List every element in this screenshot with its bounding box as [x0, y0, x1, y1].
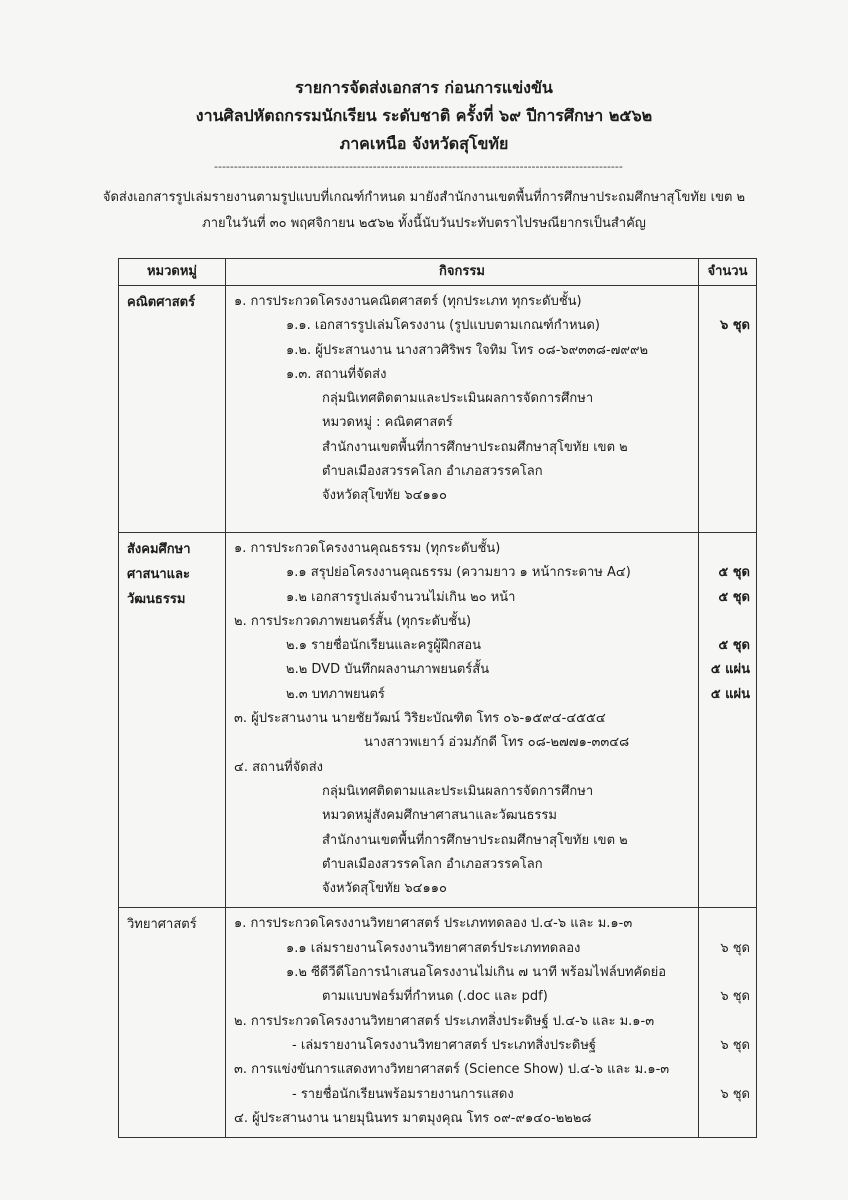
quantity-value: ๖ ชุด [719, 318, 750, 334]
document-title [0, 74, 848, 158]
quantity-value: ๖ ชุด [720, 1037, 750, 1053]
header-activity: กิจกรรม [226, 259, 699, 286]
activity-line: ๑.๒. ผู้ประสานงาน นางสาวศิริพร ใจทิม โทร ๐๘-๖๙๓๓๘-๗๙๙๒ [286, 342, 649, 358]
activity-line: ๔. สถานที่จัดส่ง [234, 759, 324, 775]
activity-line: ๒.๒ DVD บันทึกผลงานภาพยนตร์สั้น [286, 662, 490, 678]
separator-line: ------------------------------------------------------------------------------------------------------- [214, 160, 623, 173]
activity-line: ๒.๑ รายชื่อนักเรียนและครูผู้ฝึกสอน [286, 638, 482, 654]
quantity-cell [699, 286, 757, 533]
title-line-3: ภาคเหนือ จังหวัดสุโขทัย [339, 134, 509, 153]
activity-line: ๑.๓. สถานที่จัดส่ง [286, 366, 387, 382]
activity-line: จังหวัดสุโขทัย ๖๔๑๑๐ [322, 881, 447, 897]
quantity-value: ๖ ชุด [720, 989, 750, 1005]
quantity-value [699, 853, 756, 877]
activity-line: ตามแบบฟอร์มที่กำหนด (.doc และ pdf) [322, 989, 548, 1005]
activity-line: ๓. การแข่งขันการแสดงทางวิทยาศาสตร์ (Science Show) ป.๔-๖ และ ม.๑-๓ [234, 1062, 670, 1078]
delivery-table [118, 258, 757, 1138]
quantity-value [699, 363, 756, 387]
quantity-value: ๕ ชุด [718, 638, 750, 654]
title-line-2: งานศิลปหัตถกรรมนักเรียน ระดับชาติ ครั้งที่ ๖๙ ปีการศึกษา ๒๕๖๒ [195, 106, 653, 125]
table-row [119, 908, 757, 1138]
quantity-value [699, 537, 756, 561]
activity-line: ๑.๒ เอกสารรูปเล่มจำนวนไม่เกิน ๒๐ หน้า [286, 589, 516, 605]
quantity-value: ๕ แผ่น [710, 686, 750, 702]
quantity-value [699, 411, 756, 435]
category-label: ศาสนาและ [127, 567, 191, 582]
activity-cell [226, 908, 699, 1138]
quantity-value [699, 804, 756, 828]
category-label: วิทยาศาสตร์ [127, 917, 197, 933]
quantity-value [699, 484, 756, 508]
intro-line-1: จัดส่งเอกสารรูปเล่มรายงานตามรูปแบบที่เกณฑ์กำหนด มายังสำนักงานเขตพื้นที่การศึกษาประถมศึกษาสุโขทัย เขต ๒ [102, 190, 746, 205]
quantity-value: ๖ ชุด [720, 940, 750, 956]
quantity-value [699, 756, 756, 780]
category-cell [119, 908, 226, 1138]
quantity-value [699, 610, 756, 634]
table-header-row [119, 259, 757, 286]
activity-line: สำนักงานเขตพื้นที่การศึกษาประถมศึกษาสุโขทัย เขต ๒ [322, 832, 628, 848]
quantity-value [699, 436, 756, 460]
table-row [119, 533, 757, 908]
activity-line: - เล่มรายงานโครงงานวิทยาศาสตร์ ประเภทสิ่งประดิษฐ์ [292, 1037, 597, 1053]
activity-line: ตำบลเมืองสวรรคโลก อำเภอสวรรคโลก [322, 856, 543, 872]
activity-line: ๑.๒ ซีดีวีดีโอการนำเสนอโครงงานไม่เกิน ๗ นาที พร้อมไฟล์บทคัดย่อ [286, 965, 667, 981]
category-cell [119, 286, 226, 533]
activity-line: ๓. ผู้ประสานงาน นายชัยวัฒน์ วิริยะบัณฑิต โทร ๐๖-๑๕๙๔-๔๕๕๔ [234, 711, 606, 727]
category-label: สังคมศึกษา [127, 542, 191, 557]
activity-line: นางสาวพเยาว์ อ่วมภักดี โทร ๐๘-๒๗๗๑-๓๓๔๘ [364, 735, 630, 751]
quantity-cell [699, 533, 757, 908]
header-quantity: จำนวน [699, 259, 757, 286]
activity-line: ๑. การประกวดโครงงานคุณธรรม (ทุกระดับชั้น) [234, 541, 501, 556]
activity-line: ๑.๑ สรุปย่อโครงงานคุณธรรม (ความยาว ๑ หน้ากระดาษ A๔) [286, 565, 631, 581]
title-line-1: รายการจัดส่งเอกสาร ก่อนการแข่งขัน [295, 78, 553, 97]
quantity-value [699, 1107, 756, 1131]
header-category: หมวดหมู่ [119, 259, 226, 286]
quantity-value [699, 1058, 756, 1082]
activity-line: กลุ่มนิเทศติดตามและประเมินผลการจัดการศึกษา [322, 783, 594, 799]
quantity-value [699, 707, 756, 731]
quantity-value [699, 1010, 756, 1034]
activity-cell [226, 533, 699, 908]
quantity-value [699, 912, 756, 936]
category-cell [119, 533, 226, 908]
quantity-value: ๖ ชุด [720, 1086, 750, 1102]
activity-line: ๑.๑. เอกสารรูปเล่มโครงงาน (รูปแบบตามเกณฑ์กำหนด) [286, 318, 600, 334]
quantity-value: ๕ แผ่น [710, 662, 750, 678]
activity-line: ๒. การประกวดภาพยนตร์สั้น (ทุกระดับชั้น) [234, 613, 472, 629]
quantity-value [699, 290, 756, 314]
quantity-value: ๕ ชุด [718, 565, 750, 581]
activity-line: จังหวัดสุโขทัย ๖๔๑๑๐ [322, 488, 447, 504]
activity-line: หมวดหมู่สังคมศึกษาศาสนาและวัฒนธรรม [322, 808, 557, 824]
quantity-value [699, 339, 756, 363]
activity-line: ตำบลเมืองสวรรคโลก อำเภอสวรรคโลก [322, 464, 543, 480]
activity-line: ๑.๑ เล่มรายงานโครงงานวิทยาศาสตร์ประเภททดลอง [286, 940, 581, 956]
table-row [119, 286, 757, 533]
activity-line: ๒. การประกวดโครงงานวิทยาศาสตร์ ประเภทสิ่งประดิษฐ์ ป.๔-๖ และ ม.๑-๓ [234, 1013, 655, 1029]
activity-line: กลุ่มนิเทศติดตามและประเมินผลการจัดการศึกษา [322, 391, 594, 407]
activity-line: - รายชื่อนักเรียนพร้อมรายงานการแสดง [292, 1086, 514, 1102]
quantity-value: ๕ ชุด [718, 589, 750, 605]
activity-line: ๒.๓ บทภาพยนตร์ [286, 686, 385, 702]
quantity-value [699, 731, 756, 755]
quantity-cell [699, 908, 757, 1138]
category-label: คณิตศาสตร์ [127, 295, 196, 310]
activity-cell [226, 286, 699, 533]
activity-line: ๑. การประกวดโครงงานคณิตศาสตร์ (ทุกประเภท ทุกระดับชั้น) [234, 294, 582, 309]
quantity-value [699, 961, 756, 985]
quantity-value [699, 387, 756, 411]
activity-line: ๑. การประกวดโครงงานวิทยาศาสตร์ ประเภททดลอง ป.๔-๖ และ ม.๑-๓ [234, 916, 633, 932]
activity-line: สำนักงานเขตพื้นที่การศึกษาประถมศึกษาสุโขทัย เขต ๒ [322, 439, 628, 455]
category-label: วัฒนธรรม [127, 592, 186, 607]
quantity-value [699, 829, 756, 853]
quantity-value [699, 460, 756, 484]
quantity-value [699, 877, 756, 901]
activity-line: ๔. ผู้ประสานงาน นายมุนินทร มาตมุงคุณ โทร ๐๙-๙๑๔๐-๒๒๒๘ [234, 1110, 592, 1126]
activity-line: หมวดหมู่ : คณิตศาสตร์ [322, 415, 453, 431]
intro-line-2: ภายในวันที่ ๓๐ พฤศจิกายน ๒๕๖๒ ทั้งนี้นับวันประทับตราไปรษณียากรเป็นสำคัญ [202, 216, 646, 231]
quantity-value [699, 780, 756, 804]
